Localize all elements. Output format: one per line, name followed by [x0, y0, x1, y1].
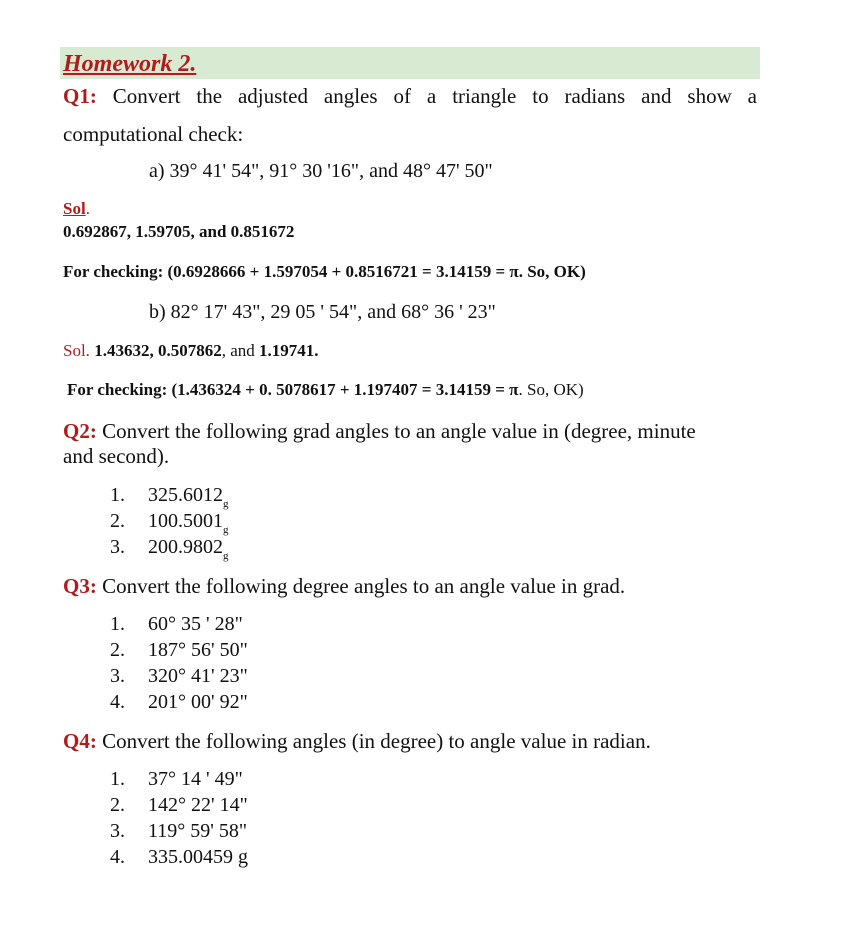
q1-part-a: a) 39° 41' 54", 91° 30 '16", and 48° 47' 50" [149, 160, 493, 182]
q3-question [63, 574, 625, 598]
q1-b-answer-1: 1.43632, 0.507862 [94, 341, 222, 360]
q1-a-check: For checking: (0.6928666 + 1.597054 + 0.8516721 = 3.14159 = π. So, OK) [63, 262, 586, 281]
q1-sol-label: Sol [63, 199, 86, 218]
list-item: 3. 119° 59' 58" [110, 820, 248, 842]
q4-question [63, 729, 651, 753]
list-item: 1. $325.6012_g$ [110, 484, 229, 510]
list-item: 3. $200.9802_g$ [110, 536, 229, 562]
q1-label: Q1: [63, 84, 97, 108]
q4-label: Q4: [63, 729, 97, 753]
list-item: 4. 201° 00' 92" [110, 691, 248, 713]
q1-part-b: b) 82° 17' 43", 29 05 ' 54", and 68° 36 ' 23" [149, 301, 496, 323]
q1-text-line1: Convert the adjusted angles of a triangle to radians and show a [112, 84, 758, 108]
q1-sol-dot: . [85, 199, 90, 218]
list-item: 3. 320° 41' 23" [110, 665, 248, 687]
q1-b-sol-label: Sol. [63, 341, 90, 360]
q2-question-line1 [63, 419, 696, 443]
list-item: 1. 60° 35 ' 28" [110, 613, 243, 635]
q1-sol-heading [63, 199, 90, 219]
q4-text: Convert the following angles (in degree) to angle value in radian. [102, 729, 651, 753]
list-item: 2. 187° 56' 50" [110, 639, 248, 661]
q3-text: Convert the following degree angles to an angle value in grad. [102, 574, 626, 598]
q2-text-line1: Convert the following grad angles to an angle value in (degree, minute [102, 419, 696, 443]
q1-b-sol [63, 341, 318, 361]
q1-a-answer: 0.692867, 1.59705, and 0.851672 [63, 222, 295, 241]
page-title: Homework 2. [63, 51, 197, 77]
q2-text-line2: and second). [63, 444, 170, 468]
list-item: 1. 37° 14 ' 49" [110, 768, 243, 790]
list-item: 2. $100.5001_g$ [110, 510, 229, 536]
q1-b-answer-3: 1.19741. [258, 341, 319, 360]
list-item: 4. 335.00459 g [110, 846, 248, 868]
q1-b-answer-2: , and [221, 341, 259, 360]
q1-b-check-1: For checking: (1.436324 + 0. 5078617 + 1.197407 = 3.14159 = π [67, 380, 519, 399]
q2-label: Q2: [63, 419, 97, 443]
list-item: 2. 142° 22' 14" [110, 794, 248, 816]
q3-label: Q3: [63, 574, 97, 598]
q1-text-line2: computational check: [63, 122, 244, 146]
q1-b-check-2: . So, OK) [518, 380, 584, 399]
q1-question-line1 [63, 83, 757, 109]
q1-b-check [67, 380, 584, 400]
